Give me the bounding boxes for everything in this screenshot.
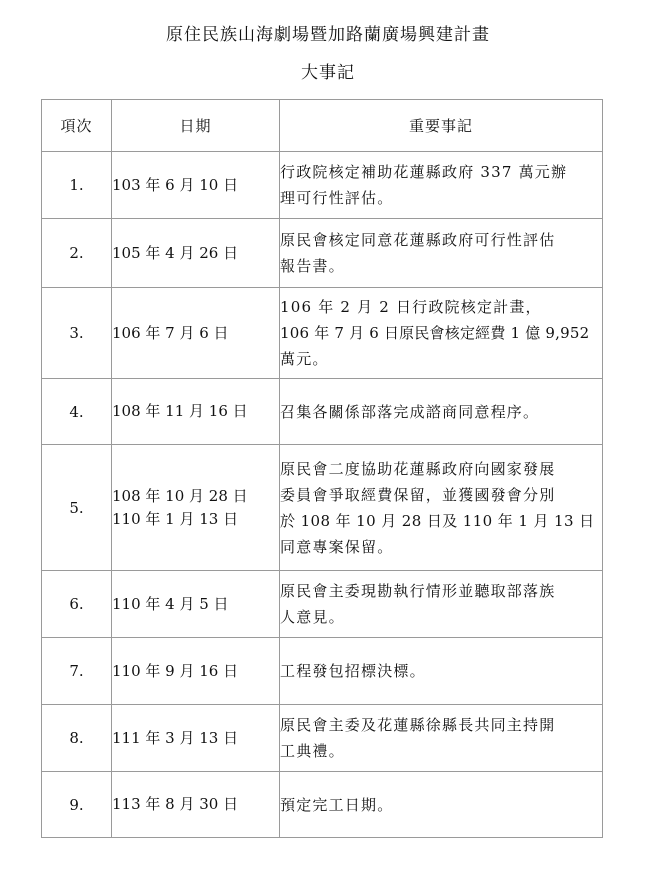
- description-line: 委員會爭取經費保留，並獲國發會分別: [280, 485, 556, 504]
- date-line: 105 年 4 月 26 日: [112, 243, 239, 262]
- header-event: 重要事記: [280, 100, 603, 152]
- description-line: 於 108 年 10 月 28 日及 110 年 1 月 13 日: [280, 511, 595, 530]
- description-line: 原民會核定同意花蓮縣政府可行性評估: [280, 231, 556, 249]
- header-item-no: 項次: [42, 100, 112, 152]
- table-row: [42, 152, 603, 219]
- table-row: [42, 772, 603, 838]
- date-line: 110 年 1 月 13 日: [112, 509, 239, 528]
- description-line: 106 年 2 月 2 日行政院核定計畫，: [280, 298, 542, 316]
- header-date: 日期: [112, 100, 280, 152]
- date-line: 108 年 10 月 28 日: [112, 486, 248, 505]
- description-line: 人意見。: [280, 608, 345, 626]
- event-date: [112, 288, 280, 379]
- event-date: [112, 772, 280, 838]
- item-number: 4.: [42, 379, 112, 445]
- item-number: 6.: [42, 571, 112, 638]
- description-line: 萬元。: [280, 350, 329, 368]
- table-row: [42, 445, 603, 571]
- description-line: 工典禮。: [280, 742, 345, 760]
- description-line: 行政院核定補助花蓮縣政府 337 萬元辦: [280, 163, 568, 181]
- item-number: 1.: [42, 152, 112, 219]
- description-line: 報告書。: [280, 257, 345, 275]
- event-description: [280, 705, 603, 772]
- event-date: [112, 379, 280, 445]
- description-line: 召集各關係部落完成諮商同意程序。: [280, 402, 540, 421]
- event-description: [280, 152, 603, 219]
- event-date: [112, 445, 280, 571]
- description-line: 同意專案保留。: [280, 537, 394, 556]
- date-line: 111 年 3 月 13 日: [112, 728, 239, 747]
- table-row: [42, 638, 603, 705]
- event-date: [112, 219, 280, 288]
- item-number: 7.: [42, 638, 112, 705]
- date-line: 103 年 6 月 10 日: [112, 175, 239, 194]
- document-title: 原住民族山海劇場暨加路蘭廣場興建計畫: [166, 25, 490, 45]
- event-date: [112, 152, 280, 219]
- date-line: 108 年 11 月 16 日: [112, 402, 248, 420]
- event-description: [280, 772, 603, 838]
- event-date: [112, 705, 280, 772]
- item-number: 3.: [42, 288, 112, 379]
- table-row: [42, 219, 603, 288]
- item-number: 9.: [42, 772, 112, 838]
- table-row: [42, 705, 603, 772]
- description-line: 原民會主委及花蓮縣徐縣長共同主持開: [280, 716, 556, 734]
- event-description: [280, 288, 603, 379]
- item-number: 2.: [42, 219, 112, 288]
- description-line: 原民會二度協助花蓮縣政府向國家發展: [280, 459, 556, 478]
- event-date: [112, 571, 280, 638]
- event-description: [280, 445, 603, 571]
- table-row: [42, 288, 603, 379]
- event-description: [280, 638, 603, 705]
- document-subtitle: 大事記: [301, 63, 355, 83]
- item-number: 8.: [42, 705, 112, 772]
- date-line: 106 年 7 月 6 日: [112, 323, 229, 342]
- event-description: [280, 379, 603, 445]
- event-date: [112, 638, 280, 705]
- date-line: 110 年 9 月 16 日: [112, 661, 239, 680]
- date-line: 113 年 8 月 30 日: [112, 795, 239, 813]
- table-row: [42, 379, 603, 445]
- table-row: [42, 571, 603, 638]
- event-description: [280, 571, 603, 638]
- table-header-row: [42, 100, 603, 152]
- description-line: 原民會主委現勘執行情形並聽取部落族: [280, 582, 556, 600]
- event-description: [280, 219, 603, 288]
- item-number: 5.: [42, 445, 112, 571]
- description-line: 工程發包招標決標。: [280, 662, 426, 680]
- milestones-table: [41, 99, 603, 838]
- description-line: 理可行性評估。: [280, 189, 394, 207]
- description-line: 106 年 7 月 6 日原民會核定經費 1 億 9,952: [280, 324, 590, 342]
- date-line: 110 年 4 月 5 日: [112, 594, 229, 613]
- description-line: 預定完工日期。: [280, 795, 394, 814]
